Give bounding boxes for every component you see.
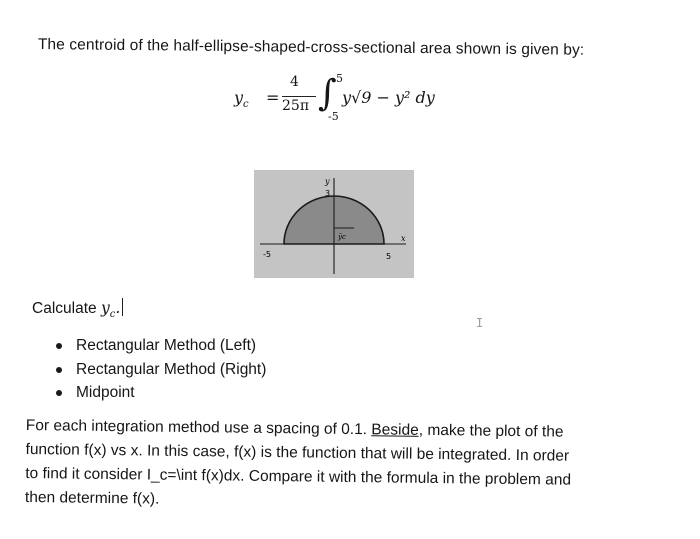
intro-text: The centroid of the half-ellipse-shaped-cross-sectional area shown is given by: xyxy=(37,36,585,59)
list-item: Rectangular Method (Right) xyxy=(54,358,266,382)
formula-numerator: 4 xyxy=(290,74,299,90)
ibeam-cursor-icon: I xyxy=(476,316,484,330)
centroid-formula xyxy=(232,72,472,128)
methods-list xyxy=(54,334,266,405)
formula-equals: = xyxy=(266,88,280,107)
x-axis-label: x xyxy=(401,234,406,243)
centroid-label: ȳc xyxy=(338,233,346,241)
paragraph-line: For each integration method use a spacing of 0.1. Beside, make the plot of the xyxy=(25,416,564,441)
half-ellipse-figure xyxy=(254,170,414,278)
text-cursor xyxy=(122,298,123,316)
instructions-paragraph xyxy=(25,414,666,518)
integral-lower-limit: -5 xyxy=(328,110,339,123)
paragraph-line: then determine f(x). xyxy=(24,488,160,508)
list-item: Midpoint xyxy=(54,381,266,405)
paragraph-line: to find it consider I_c=\int f(x)dx. Compare it with the formula in the problem and xyxy=(25,464,572,489)
left-value-label: -5 xyxy=(263,250,271,259)
paragraph-line: function f(x) vs x. In this case, f(x) is the function that will be integrated. In order xyxy=(25,440,570,465)
formula-integrand: y√9 − y² dy xyxy=(342,88,435,107)
calculate-line xyxy=(32,298,123,320)
calculate-label: Calculate xyxy=(32,300,97,317)
integral-sign: ∫ xyxy=(318,73,337,114)
formula-denominator: 25π xyxy=(282,98,310,114)
integral-upper-limit: 5 xyxy=(336,72,343,85)
right-value-label: 5 xyxy=(386,252,392,261)
top-value-label: 3 xyxy=(325,189,331,198)
list-item: Rectangular Method (Left) xyxy=(54,334,266,358)
calculate-variable: $y_c$. xyxy=(100,299,121,321)
fraction-bar xyxy=(282,96,316,97)
y-axis-label: y xyxy=(325,177,330,186)
formula-lhs: $y_c$ xyxy=(234,88,249,111)
